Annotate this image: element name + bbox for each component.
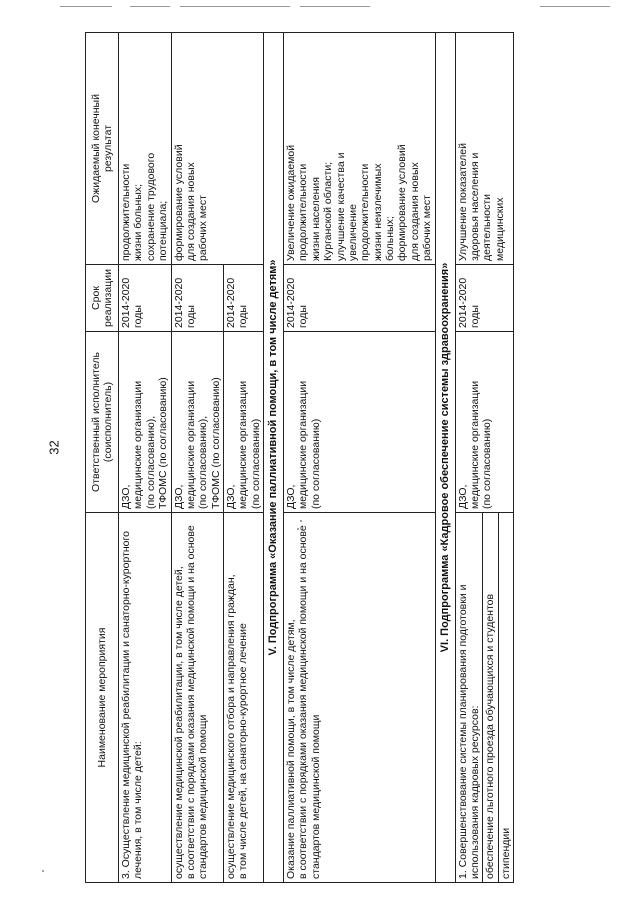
header-term: Срок реализации [86,265,119,332]
header-activity-name: Наименование мероприятия [86,513,119,883]
table-row [119,33,172,883]
expected-result: продолжительности жизни больных; сохранение трудового потенциала; [119,33,172,265]
activity-name: обеспечение льготного проезда обучающихся и студентов [483,513,498,883]
activity-name: 3. Осуществление медицинской реабилитации и санаторно-курортного лечения, в том числе детей: [119,513,172,883]
table-row [284,33,436,883]
activity-name: стипендии [498,513,513,883]
scan-edge-line [130,6,170,7]
expected-result: формирование условий для создания новых рабочих мест [171,33,264,265]
activity-name: осуществление медицинского отбора и направления граждан, в том числе детей, на санаторно-курортное лечение [224,513,264,883]
term: 2014-2020 годы [284,265,436,332]
rotated-document-page [85,33,620,883]
activity-name: 1. Совершенствование системы планирования подготовки и использования кадровых ресурсов: [455,513,483,883]
section-heading-row [264,33,284,883]
expected-result: Улучшение показателей здоровья населения и деятельности медицинских [455,33,514,265]
page-number: 32 [46,440,62,455]
expected-result: Увеличение ожидаемой продолжительности жизни населения Курганской области; улучшение качества и увеличение продолжительности жизни неизлечимых больных; формирование условий для создания новых рабочих мест [284,33,436,265]
responsible: ДЗО, медицинские организации (по согласованию) [224,332,264,513]
section-5-title: V. Подпрограмма «Оказание паллиативной помощи, в том числе детям» [264,33,284,883]
table-row [171,33,224,883]
term: 2014-2020 годы [171,265,224,332]
scan-speck [42,870,44,872]
scan-edge-line [300,6,370,7]
activity-name: осуществление медицинской реабилитации, в том числе детей, в соответствии с порядками оказания медицинской помощи и на основе стандартов медицинской помощи [171,513,224,883]
term: 2014-2020 годы [455,265,514,332]
section-heading-row [435,33,455,883]
responsible: ДЗО, медицинские организации (по согласованию) [284,332,436,513]
term: 2014-2020 годы [224,265,264,332]
activity-name: Оказание паллиативной помощи, в том числе детям, в соответствии с порядками оказания медицинской помощи и на основе стандартов медицинской помощи [284,513,436,883]
section-6-title: VI. Подпрограмма «Кадровое обеспечение системы здравоохранения» [435,33,455,883]
header-responsible: Ответственный исполнитель (соисполнитель) [86,332,119,513]
responsible: ДЗО, медицинские организации (по согласованию), ТФОМС (по согласованию) [119,332,172,513]
responsible: ДЗО, медицинские организации (по согласованию) [455,332,514,513]
table-row [455,33,483,883]
program-activities-table [85,32,514,883]
header-expected-result: Ожидаемый конечный результат [86,33,119,265]
responsible: ДЗО, медицинские организации (по согласованию), ТФОМС (по согласованию) [171,332,224,513]
scan-edge-line [540,6,610,7]
term: 2014-2020 годы [119,265,172,332]
scan-edge-line [60,6,112,7]
scan-edge-line [180,6,290,7]
table-header-row [86,33,119,883]
